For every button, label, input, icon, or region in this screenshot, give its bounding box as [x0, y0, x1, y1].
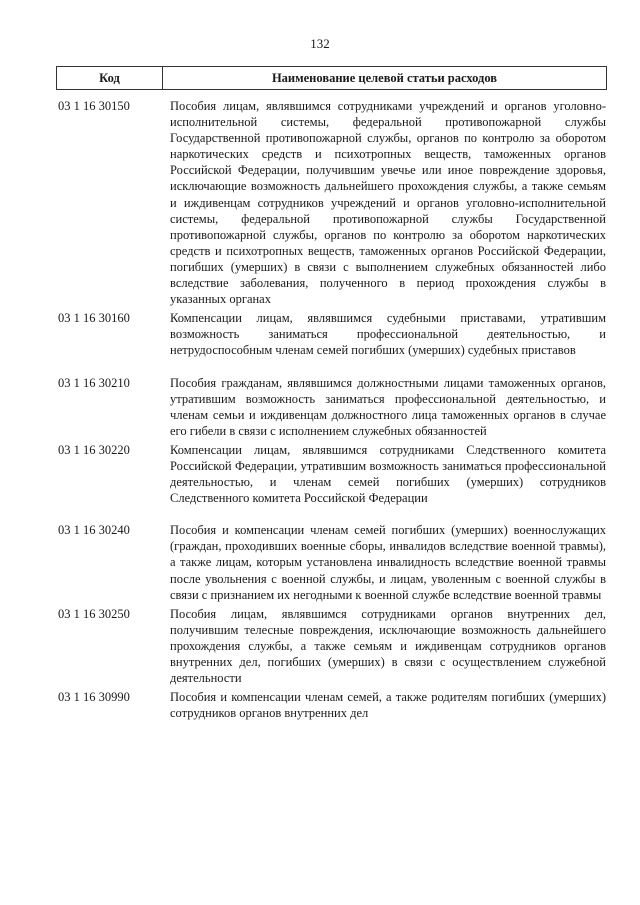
row-name: Пособия гражданам, являвшимся должностными лицами таможенных органов, утратившим возможность заниматься профессиональной деятельностью, и членам семьи и иждивенцам должностного лица таможенных органов в случае его гибели в связи с исполнением служебных обязанностей — [170, 375, 606, 438]
table-row — [56, 98, 607, 307]
row-name: Пособия и компенсации членам семей погибших (умерших) военнослужащих (граждан, проходивших военные сборы, инвалидов вследствие военной травмы), а также лицам, которым установлена инвалидность вследствие военной травмы после увольнения с военной службы, и лицам, уволенным с военной службы в связи с признанием их негодными к военной службе вследствие военной травмы — [170, 523, 606, 602]
table-row — [56, 522, 607, 602]
page-number: 132 — [310, 36, 330, 51]
table-header — [56, 66, 607, 90]
row-code: 03 1 16 30150 — [58, 99, 130, 113]
table-row — [56, 606, 607, 686]
row-code: 03 1 16 30250 — [58, 606, 130, 621]
table-row — [56, 310, 607, 358]
row-code: 03 1 16 30990 — [58, 690, 130, 705]
row-name: Компенсации лицам, являвшимся сотрудниками Следственного комитета Российской Федерации, утратившим возможность заниматься профессиональной деятельностью, и членам семей погибших (умерших) сотрудников Следственного комитета Российской Федерации — [170, 442, 606, 506]
table-row — [56, 375, 607, 439]
budget-codes-table — [56, 66, 607, 724]
row-code: 03 1 16 30160 — [58, 311, 130, 326]
row-name: Пособия и компенсации членам семей, а также родителям погибших (умерших) сотрудников органов внутренних дел — [170, 690, 606, 721]
row-name: Пособия лицам, являвшимся сотрудниками учреждений и органов уголовно-исполнительной системы, федеральной противопожарной службы Государственной противопожарной службы, органов по контролю за оборотом наркотических средств и психотропных веществ, таможенных органов Российской Федерации, получившим увечье или иное повреждение здоровья, исключающие возможность дальнейшего прохождения службы, а также семьям и иждивенцам сотрудников учреждений и органов уголовно-исполнительной системы, федеральной противопожарной службы Государственной противопожарной службы, органов по контролю за оборотом наркотических средств и психотропных веществ, таможенных органов Российской Федерации, погибших (умерших) в связи с выполнением служебных обязанностей либо вследствие заболевания, полученного в период прохождения службы в указанных органах — [170, 99, 606, 307]
row-name: Пособия лицам, являвшимся сотрудниками органов внутренних дел, получившим телесные повреждения, исключающие возможность дальнейшего прохождения службы, а также семьям и иждивенцам сотрудников органов внутренних дел, погибших (умерших) в связи с осуществлением служебной деятельности — [170, 606, 606, 686]
row-code: 03 1 16 30210 — [58, 375, 130, 390]
table-row — [56, 442, 607, 506]
table-body — [56, 90, 607, 721]
table-row — [56, 689, 607, 721]
header-code: Код — [57, 67, 163, 89]
header-name: Наименование целевой статьи расходов — [271, 71, 498, 85]
row-name: Компенсации лицам, являвшимся судебными приставами, утратившим возможность заниматься профессиональной деятельностью, и нетрудоспособным членам семей погибших (умерших) судебных приставов — [170, 311, 606, 358]
row-code: 03 1 16 30240 — [58, 523, 130, 538]
row-code: 03 1 16 30220 — [58, 442, 130, 457]
